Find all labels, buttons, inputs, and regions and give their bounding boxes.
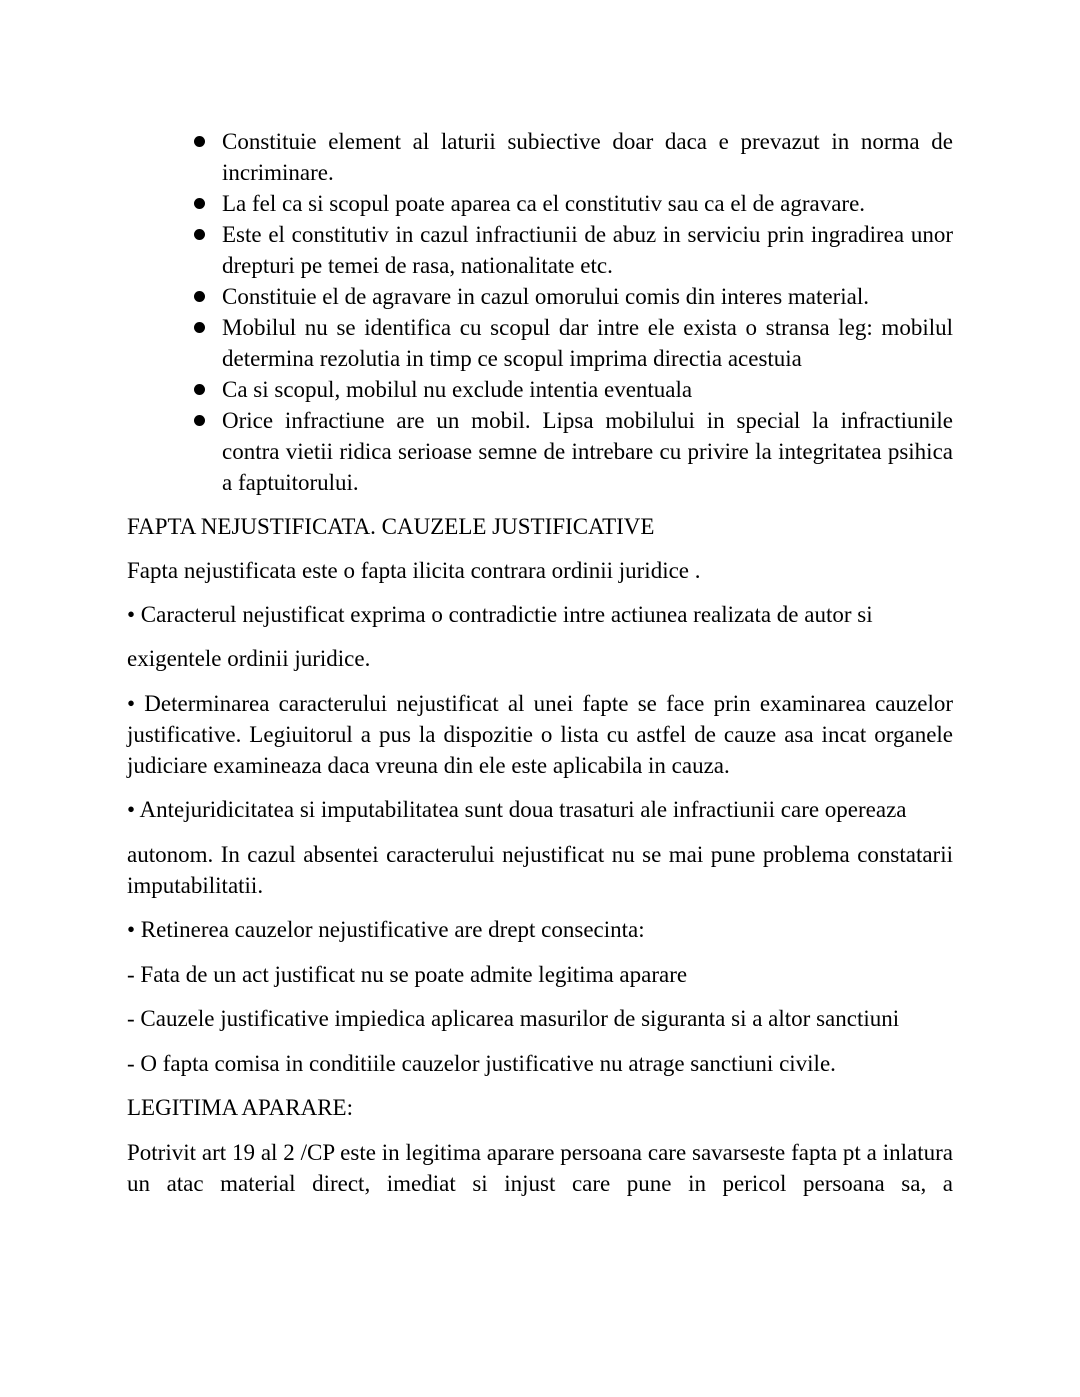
bullet-icon [194, 322, 205, 333]
dash-item: - Fata de un act justificat nu se poate admite legitima aparare [127, 962, 688, 987]
list-item: Orice infractiune are un mobil. Lipsa mobilului in special la infractiunile contra vietii ridica serioase semne de intrebare cu privire la integritatea psihica a faptuitorului. [127, 405, 953, 498]
bullet-icon [194, 198, 205, 209]
list-item: Ca si scopul, mobilul nu exclude intentia eventuala [127, 374, 953, 405]
bullet-icon [194, 415, 205, 426]
document-page [127, 126, 953, 1199]
bullet-list [127, 126, 953, 498]
paragraph-antejuridicitatea-rest: autonom. In cazul absentei caracterului nejustificat nu se mai pune problema constatarii imputabilitatii. [127, 842, 953, 898]
section-heading-fapta-nejustificata: FAPTA NEJUSTIFICATA. CAUZELE JUSTIFICATIVE [127, 514, 655, 539]
bullet-icon [194, 136, 205, 147]
dash-item: - Cauzele justificative impiedica aplicarea masurilor de siguranta si a altor sanctiuni [127, 1006, 900, 1031]
bullet-icon [194, 229, 205, 240]
paragraph-antejuridicitatea-line1: • Antejuridicitatea si imputabilitatea sunt doua trasaturi ale infractiunii care opereaza [127, 797, 907, 822]
section-heading-legitima-aparare: LEGITIMA APARARE: [127, 1095, 353, 1120]
paragraph-caracterul-line1: • Caracterul nejustificat exprima o contradictie intre actiunea realizata de autor si [127, 602, 873, 627]
list-item: Constituie el de agravare in cazul omorului comis din interes material. [127, 281, 953, 312]
paragraph-retinerea: • Retinerea cauzelor nejustificative are drept consecinta: [127, 917, 645, 942]
list-item: Este el constitutiv in cazul infractiunii de abuz in serviciu prin ingradirea unor drepturi pe temei de rasa, nationalitate etc. [127, 219, 953, 281]
paragraph-determinarea: • Determinarea caracterului nejustificat al unei fapte se face prin examinarea cauzelor justificative. Legiuitorul a pus la dispozitie o lista cu astfel de cauze asa incat organele judiciare examineaza daca vreuna din ele este aplicabila in cauza. [127, 691, 953, 778]
list-item: Constituie element al laturii subiective doar daca e prevazut in norma de incriminare. [127, 126, 953, 188]
list-item: Mobilul nu se identifica cu scopul dar intre ele exista o stransa leg: mobilul determina rezolutia in timp ce scopul imprima directia acestuia [127, 312, 953, 374]
list-item: La fel ca si scopul poate aparea ca el constitutiv sau ca el de agravare. [127, 188, 953, 219]
paragraph-potrivit-art-19: Potrivit art 19 al 2 /CP este in legitima aparare persoana care savarseste fapta pt a inlatura un atac material direct, imediat si injust care pune in pericol persoana sa, a [127, 1140, 953, 1196]
bullet-icon [194, 291, 205, 302]
paragraph-caracterul-line2: exigentele ordinii juridice. [127, 646, 371, 671]
dash-item: - O fapta comisa in conditiile cauzelor justificative nu atrage sanctiuni civile. [127, 1051, 836, 1076]
paragraph-definition: Fapta nejustificata este o fapta ilicita contrara ordinii juridice . [127, 558, 701, 583]
bullet-icon [194, 384, 205, 395]
